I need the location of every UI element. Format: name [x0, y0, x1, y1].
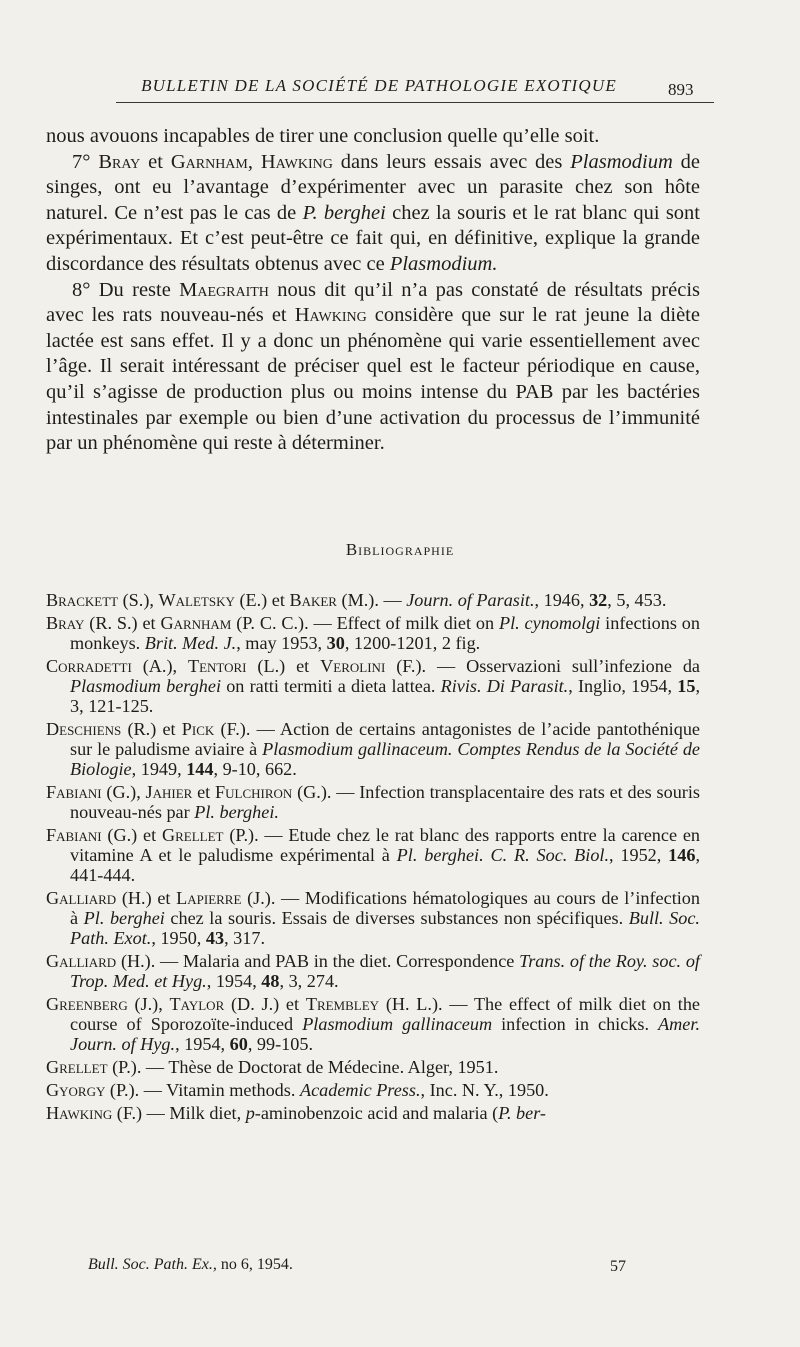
text-run: Du reste — [90, 278, 180, 301]
text-run: (H.). — Malaria and PAB in the diet. Correspondence — [116, 951, 520, 971]
italic-term: P. ber- — [498, 1103, 546, 1123]
author-name: Fabiani — [46, 782, 102, 802]
text-run: , 5, 453. — [607, 590, 667, 610]
italic-term: Plasmodium. — [389, 252, 498, 275]
text-run: et — [192, 782, 216, 802]
reference-item — [46, 782, 700, 822]
text-run: nous dit qu’il n’a pas constaté de résultats précis avec les rats nouveau-nés et — [46, 278, 700, 327]
text-run: dans leurs essais avec des — [332, 150, 571, 173]
bibliography-heading: Bibliographie — [345, 540, 455, 559]
item-number: 7° — [72, 150, 91, 173]
author-name: Baker — [289, 590, 337, 610]
volume-number: 32 — [589, 590, 608, 610]
text-run: considère que sur le rat jeune la diète lactée est sans effet. Il y a donc un phénomène qui varie essentiellement avec l’âge. Il serait intéressant de préciser quel est le facteur périodique en cause, qu’il s’agisse de production plus ou moins intense du PAB par les bactéries intestinales par exemple ou bien d’une activation du processus de l’immunité par un phénomène qui reste à déterminer. — [46, 304, 700, 455]
reference-item — [46, 1080, 700, 1100]
header-rule — [116, 102, 714, 103]
author-name: Bray — [98, 150, 141, 173]
reference-item — [46, 1103, 700, 1123]
text-run: (J.), — [127, 994, 170, 1014]
journal-title: Pl. berghei. C. R. Soc. Biol. — [396, 845, 610, 865]
text-run: chez la souris. Essais de diverses substances non spécifiques. — [164, 908, 629, 928]
text-run: , 1950, — [151, 928, 206, 948]
author-name: Garnham — [160, 613, 232, 633]
author-name: Jahier — [145, 782, 193, 802]
italic-term: Plasmodium berghei — [70, 676, 222, 696]
author-name: Corradetti — [46, 656, 132, 676]
text-run: , 3, 121-125. — [70, 676, 700, 716]
text-run: (P.). — Thèse de Doctorat de Médecine. Alger, 1951. — [107, 1057, 499, 1077]
author-name: Grellet — [46, 1057, 108, 1077]
text-run: (F.) — Milk diet, — [112, 1103, 246, 1123]
journal-title: Plasmodium gallinaceum. Comptes Rendus de la Société de Biologie — [70, 739, 700, 779]
text-run: (P.). — Vitamin methods. — [105, 1080, 300, 1100]
journal-title: Rivis. Di Parasit. — [440, 676, 569, 696]
text-run: , 1954, — [175, 1034, 230, 1054]
author-name: Tentori — [187, 656, 247, 676]
author-name: Galliard — [46, 951, 117, 971]
author-name: Verolini — [320, 656, 386, 676]
author-name: Garnham — [170, 150, 248, 173]
author-name: Brackett — [46, 590, 119, 610]
volume-number: 48 — [261, 971, 280, 991]
author-name: Hawking — [46, 1103, 113, 1123]
volume-number: 146 — [668, 845, 696, 865]
italic-term: p — [245, 1103, 255, 1123]
text-run: infection in chicks. — [492, 1014, 659, 1034]
body-text — [46, 124, 700, 457]
author-name: Fulchiron — [215, 782, 293, 802]
text-run: , Inglio, 1954, — [568, 676, 678, 696]
volume-number: 30 — [326, 633, 345, 653]
text-run: (L.) et — [246, 656, 321, 676]
reference-item — [46, 656, 700, 716]
italic-term: Plasmodium gallinaceum — [302, 1014, 493, 1034]
text-run: (M.). — — [336, 590, 407, 610]
author-name: Hawking — [260, 150, 333, 173]
italic-term: Plasmodium — [570, 150, 673, 173]
text-run: , 1946, — [534, 590, 590, 610]
page-number: 893 — [668, 80, 694, 99]
text-run: chez la souris et le rat blanc qui sont expérimentaux. Et c’est peut-être ce fait qui, en définitive, explique la grande discordance des résultats obtenus avec ce — [46, 201, 701, 275]
text-run: (R.) et — [121, 719, 182, 739]
paragraph-3 — [46, 278, 700, 457]
text-run: infections on monkeys. — [70, 613, 700, 653]
volume-number: 60 — [229, 1034, 248, 1054]
running-head: BULLETIN DE LA SOCIÉTÉ DE PATHOLOGIE EXOTIQUE — [141, 76, 617, 95]
text-run: (P. C. C.). — Effect of milk diet on — [231, 613, 499, 633]
text-run: , 441-444. — [70, 845, 700, 885]
text-run: , 317. — [224, 928, 265, 948]
reference-item — [46, 994, 700, 1054]
text-run: (F.). — Action de certains antagonistes de l’acide pantothénique sur le paludisme aviaire à — [70, 719, 700, 759]
volume-number: 15 — [677, 676, 696, 696]
text-run: , 1200-1201, 2 fig. — [344, 633, 481, 653]
text-run: (H. L.). — The effect of milk diet on the course of Sporozoïte-induced — [70, 994, 700, 1034]
footer-journal: Bull. Soc. Path. Ex., — [88, 1256, 217, 1273]
author-name: Taylor — [169, 994, 225, 1014]
text-run: , Inc. N. Y., 1950. — [420, 1080, 549, 1100]
text-run: (E.) et — [234, 590, 290, 610]
author-name: Hawking — [294, 304, 367, 327]
volume-number: 43 — [205, 928, 225, 948]
text-run: (A.), — [131, 656, 188, 676]
italic-term: Pl. berghei. — [194, 802, 279, 822]
author-name: Greenberg — [46, 994, 128, 1014]
footer-citation — [88, 1256, 293, 1274]
text-run: , 1949, — [131, 759, 187, 779]
volume-number: 144 — [186, 759, 214, 779]
signature-mark: 57 — [610, 1258, 626, 1275]
author-name: Gyorgy — [46, 1080, 106, 1100]
reference-item — [46, 825, 700, 885]
text-run: (D. J.) et — [224, 994, 306, 1014]
text-run: (P.). — Etude chez le rat blanc des rapports entre la carence en vitamine A et le paludisme expérimental à — [70, 825, 701, 865]
reference-item — [46, 719, 700, 779]
author-name: Galliard — [46, 888, 117, 908]
text-run: (F.). — Osservazioni sull’infezione da — [385, 656, 701, 676]
text-run: on ratti termiti a dieta lattea. — [221, 676, 441, 696]
text-run: (R. S.) et — [84, 613, 161, 633]
italic-term: Pl. berghei — [83, 908, 165, 928]
text-run: , may 1953, — [236, 633, 327, 653]
text-run: (S.), — [118, 590, 159, 610]
reference-item — [46, 951, 700, 991]
reference-item — [46, 613, 700, 653]
journal-title: Brit. Med. J. — [144, 633, 237, 653]
text-run: , — [247, 150, 261, 173]
reference-item — [46, 590, 700, 610]
author-name: Lapierre — [176, 888, 242, 908]
footer-issue: no 6, 1954. — [220, 1256, 293, 1273]
text-run: (J.). — Modifications hématologiques au cours de l’infection à — [70, 888, 700, 928]
item-number: 8° — [72, 278, 91, 301]
text-run: , 3, 274. — [279, 971, 339, 991]
author-name: Bray — [46, 613, 85, 633]
journal-title: Trans. of the Roy. soc. of Trop. Med. et Hyg. — [70, 951, 700, 991]
text-run: , 9-10, 662. — [213, 759, 297, 779]
paragraph-1: nous avouons incapables de tirer une conclusion quelle qu’elle soit. — [46, 125, 600, 147]
italic-term: P. berghei — [302, 201, 386, 224]
text-run: (G.), — [101, 782, 146, 802]
text-run: , 1952, — [609, 845, 669, 865]
text-run: et — [140, 150, 171, 173]
publisher-name: Academic Press. — [299, 1080, 421, 1100]
author-name: Trembley — [305, 994, 380, 1014]
text-run: -aminobenzoic acid and malaria ( — [254, 1103, 499, 1123]
author-name: Waletsky — [158, 590, 235, 610]
journal-title: Bull. Soc. Path. Exot. — [70, 908, 700, 948]
author-name: Deschiens — [46, 719, 122, 739]
author-name: Maegraith — [179, 278, 269, 301]
author-name: Fabiani — [46, 825, 102, 845]
author-name: Grellet — [161, 825, 224, 845]
author-name: Pick — [181, 719, 215, 739]
journal-title: Amer. Journ. of Hyg. — [70, 1014, 700, 1054]
text-run: , 1954, — [206, 971, 262, 991]
text-run: (H.) et — [116, 888, 177, 908]
reference-item — [46, 1057, 700, 1077]
text-run: , 99-105. — [247, 1034, 313, 1054]
text-run: (G.) et — [101, 825, 162, 845]
journal-title: Journ. of Parasit. — [406, 590, 535, 610]
paragraph-2 — [46, 150, 700, 278]
italic-term: Pl. cynomolgi — [498, 613, 601, 633]
text-run: (G.). — Infection transplacentaire des rats et des souris nouveau-nés par — [70, 782, 700, 822]
reference-item — [46, 888, 700, 948]
text-run: de singes, ont eu l’avantage d’expérimenter avec un parasite chez son hôte naturel. Ce n’est pas le cas de — [46, 150, 700, 224]
bibliography-list — [46, 590, 700, 1126]
